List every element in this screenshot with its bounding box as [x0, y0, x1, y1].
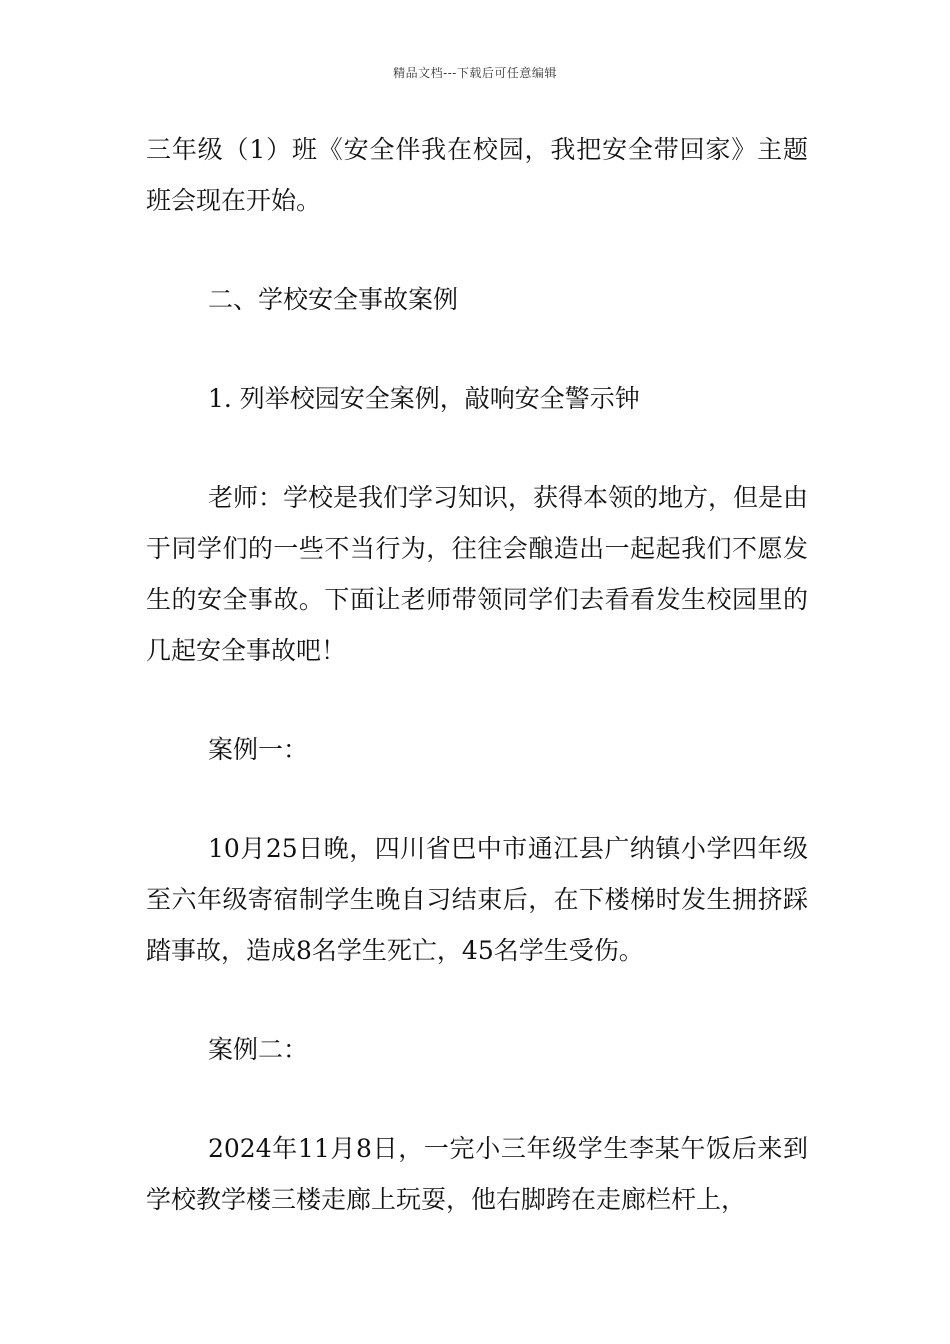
case-one-label: 案例一：	[208, 735, 309, 764]
paragraph-gap	[146, 676, 808, 724]
paragraph-intro: 三年级（1）班《安全伴我在校园，我把安全带回家》主题班会现在开始。	[146, 135, 808, 215]
paragraph-gap	[146, 424, 808, 472]
paragraph-teacher: 老师：学校是我们学习知识，获得本领的地方，但是由于同学们的一些不当行为，往往会酿造出一起起我们不愿发生的安全事故。下面让老师带领同学们去看看发生校园里的几起安全事故吧！	[146, 483, 809, 665]
page-header: 精品文档---下载后可任意编辑	[393, 66, 557, 80]
document-body	[146, 124, 808, 1225]
paragraph-gap	[146, 775, 808, 823]
paragraph-gap	[146, 325, 808, 373]
case-one-text: 10月25日晚，四川省巴中市通江县广纳镇小学四年级至六年级寄宿制学生晚自习结束后，在下楼梯时发生拥挤踩踏事故，造成8名学生死亡，45名学生受伤。	[146, 834, 808, 965]
paragraph-gap	[146, 226, 808, 274]
subsection-heading: 1. 列举校园安全案例，敲响安全警示钟	[208, 384, 640, 413]
section-heading: 二、学校安全事故案例	[208, 285, 459, 314]
paragraph-gap	[146, 1075, 808, 1123]
case-two-label: 案例二：	[208, 1035, 309, 1064]
case-two-text: 2024年11月8日，一完小三年级学生李某午饭后来到学校教学楼三楼走廊上玩耍，他右脚跨在走廊栏杆上，	[146, 1134, 808, 1214]
paragraph-gap	[146, 976, 808, 1024]
